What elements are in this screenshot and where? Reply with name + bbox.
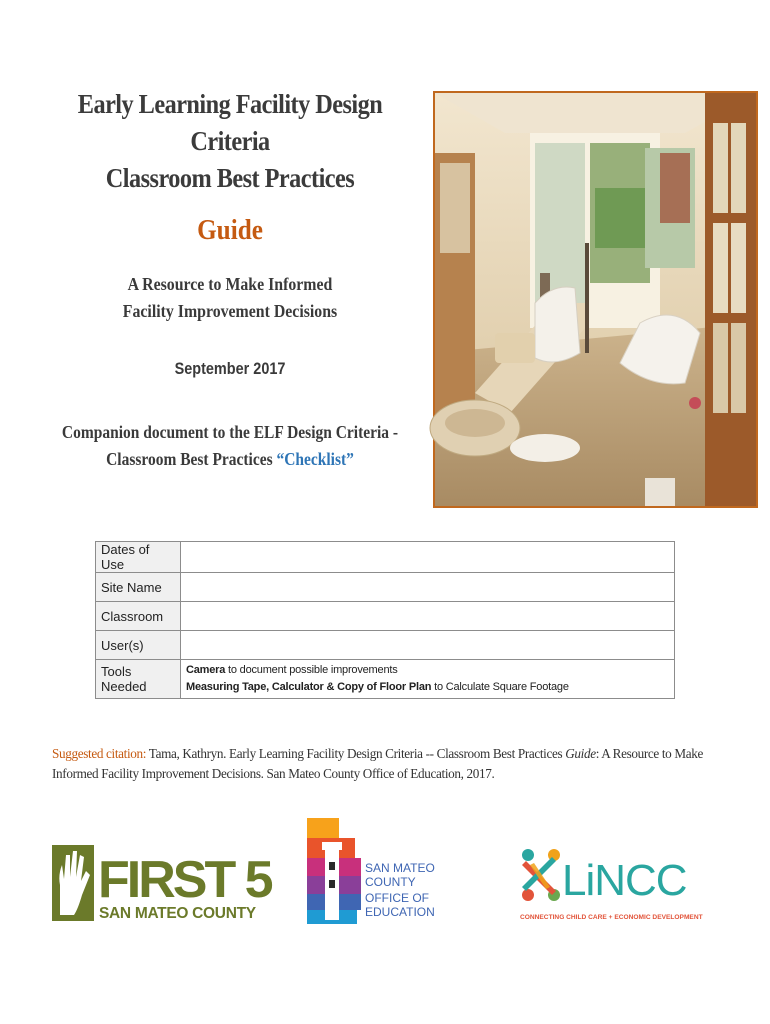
row-label-dates: Dates of Use [96, 542, 181, 573]
companion-line1: Companion document to the ELF Design Criteria - [61, 422, 399, 442]
lincc-logo-mark [520, 845, 703, 925]
doc-title-line1: Early Learning Facility Design Criteria [77, 89, 383, 156]
smcoe-logo [305, 818, 435, 930]
lincc-logo [520, 845, 703, 925]
tools-needed-cell [181, 660, 675, 699]
first5-logo-mark [52, 845, 271, 923]
row-label-site: Site Name [96, 573, 181, 602]
tools-measuring-desc: to Calculate Square Footage [431, 681, 569, 693]
row-label-tools: Tools Needed [96, 660, 181, 699]
table-row [96, 631, 675, 660]
table-row [96, 660, 675, 699]
publication-date: September 2017 [174, 359, 286, 378]
citation-guide: Guide [565, 746, 596, 761]
smcoe-logo-line1: SAN MATEO [365, 861, 435, 875]
guide-heading: Guide [197, 215, 263, 246]
companion-note [49, 419, 410, 473]
tools-line1 [186, 662, 669, 679]
first5-logo-subtitle: SAN MATEO COUNTY [99, 905, 256, 922]
resource-line2: Facility Improvement Decisions [122, 301, 338, 321]
classroom-photo-illustration [435, 93, 756, 506]
first5-logo-title: FIRST 5 [98, 851, 271, 909]
companion-prefix: Classroom Best Practices [106, 449, 277, 469]
tools-measuring: Measuring Tape, Calculator & Copy of Floor Plan [186, 681, 432, 693]
tools-camera-desc: to document possible improvements [225, 664, 398, 676]
citation-text1: Tama, Kathryn. Early Learning Facility Design Criteria -- Classroom Best Practices [146, 746, 566, 761]
usage-info-table [95, 541, 675, 699]
classroom-field[interactable] [181, 602, 675, 631]
dates-of-use-field[interactable] [181, 542, 675, 573]
table-row [96, 602, 675, 631]
first5-logo [52, 845, 271, 923]
table-row [96, 542, 675, 573]
citation-prefix: Suggested citation: [52, 746, 147, 761]
lincc-logo-tagline: CONNECTING CHILD CARE + ECONOMIC DEVELOPMENT [520, 914, 703, 921]
table-row [96, 573, 675, 602]
smcoe-logo-line4: EDUCATION [365, 905, 435, 919]
tools-line2 [186, 679, 669, 696]
site-name-field[interactable] [181, 573, 675, 602]
smcoe-logo-mark [305, 818, 435, 930]
companion-line2 [49, 446, 410, 473]
citation-text2: : A Resource to Make Informed Facility Improvement Decisions. San Mateo County Office of Education, 2017. [52, 746, 703, 781]
row-label-classroom: Classroom [96, 602, 181, 631]
resource-subtitle [45, 271, 415, 325]
smcoe-logo-line3: OFFICE OF [365, 891, 429, 905]
title-block [20, 86, 440, 473]
doc-title-line2: Classroom Best Practices [105, 163, 355, 193]
tools-camera: Camera [186, 664, 226, 676]
smcoe-logo-line2: COUNTY [365, 875, 416, 889]
checklist-label: “Checklist” [276, 449, 354, 469]
classroom-photo [433, 91, 758, 508]
suggested-citation [52, 744, 742, 784]
resource-line1: A Resource to Make Informed [127, 274, 333, 294]
row-label-users: User(s) [96, 631, 181, 660]
users-field[interactable] [181, 631, 675, 660]
lincc-logo-name: LiNCC [562, 856, 687, 905]
